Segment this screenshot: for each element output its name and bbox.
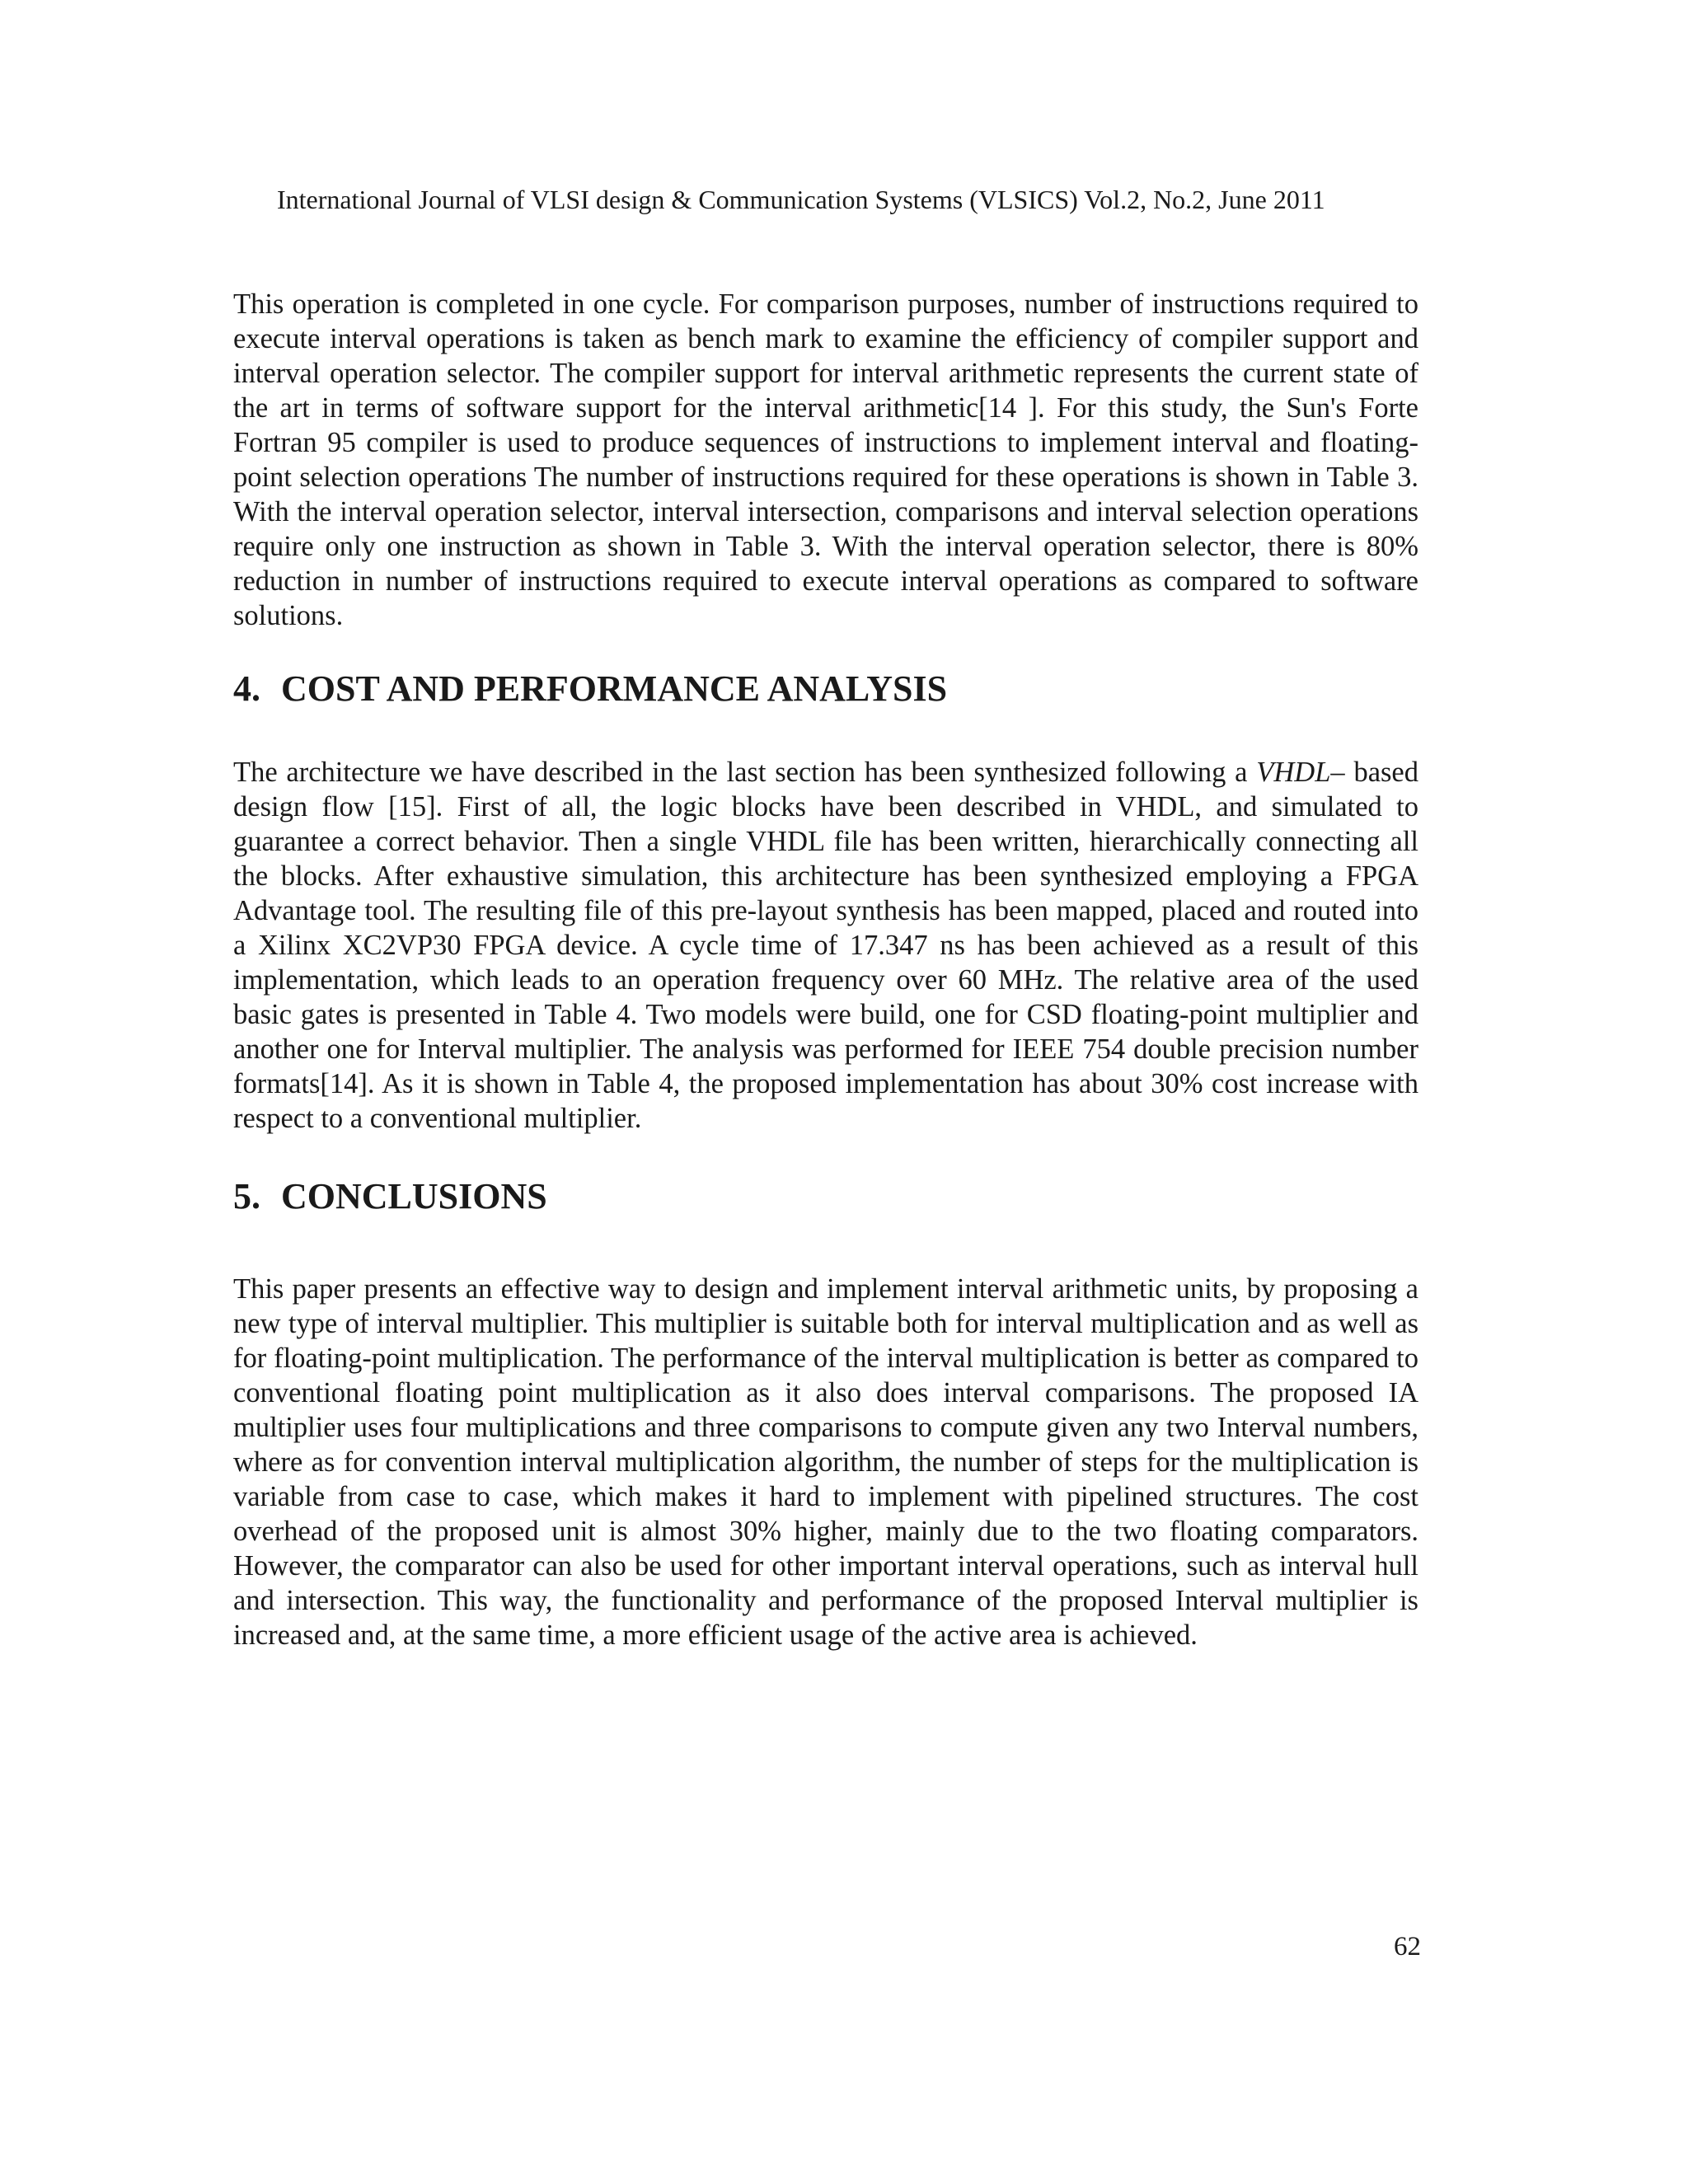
section-5-heading xyxy=(233,1175,547,1218)
vhdl-term: VHDL xyxy=(1256,757,1331,788)
section-5-number: 5. xyxy=(233,1176,260,1216)
section-4-paragraph xyxy=(233,755,1418,1136)
intro-paragraph: This operation is completed in one cycle. For comparison purposes, number of instructions required to execute interval operations is taken as bench mark to examine the efficiency of compiler support and interval operation selector. The compiler support for interval arithmetic represents the current state of the art in terms of software support for the interval arithmetic[14 ]. For this study, the Sun's Forte Fortran 95 compiler is used to produce sequences of instructions to implement interval and floating-point selection operations The number of instructions required for these operations is shown in Table 3. With the interval operation selector, interval intersection, comparisons and interval selection operations require only one instruction as shown in Table 3. With the interval operation selector, there is 80% reduction in number of instructions required to execute interval operations as compared to software solutions. xyxy=(233,288,1418,631)
section-4-heading xyxy=(233,668,947,710)
section-5-title: CONCLUSIONS xyxy=(281,1176,547,1216)
conclusions-paragraph: This paper presents an effective way to design and implement interval arithmetic units, by proposing a new type of interval multiplier. This multiplier is suitable both for interval multiplication and as well as for floating-point multiplication. The performance of the interval multiplication is better as compared to conventional floating point multiplication as it also does interval comparisons. The proposed IA multiplier uses four multiplications and three comparisons to compute given any two Interval numbers, where as for convention interval multiplication algorithm, the number of steps for the multiplication is variable from case to case, which makes it hard to implement with pipelined structures. The cost overhead of the proposed unit is almost 30% higher, mainly due to the two floating comparators. However, the comparator can also be used for other important interval operations, such as interval hull and intersection. This way, the functionality and performance of the proposed Interval multiplier is increased and, at the same time, a more efficient usage of the active area is achieved. xyxy=(233,1273,1418,1651)
section-4-number: 4. xyxy=(233,668,260,709)
running-header: International Journal of VLSI design & Communication Systems (VLSICS) Vol.2, No.2, June 2011 xyxy=(277,185,1325,214)
section-4-text-rest: – based design flow [15]. First of all, the logic blocks have been described in VHDL, and simulated to guarantee a correct behavior. Then a single VHDL file has been written, hierarchically connecting all the blocks. After exhaustive simulation, this architecture has been synthesized employing a FPGA Advantage tool. The resulting file of this pre-layout synthesis has been mapped, placed and routed into a Xilinx XC2VP30 FPGA device. A cycle time of 17.347 ns has been achieved as a result of this implementation, which leads to an operation frequency over 60 MHz. The relative area of the used basic gates is presented in Table 4. Two models were build, one for CSD floating-point multiplier and another one for Interval multiplier. The analysis was performed for IEEE 754 double precision number formats[14]. As it is shown in Table 4, the proposed implementation has about 30% cost increase with respect to a conventional multiplier. xyxy=(233,757,1418,1134)
section-4-title: COST AND PERFORMANCE ANALYSIS xyxy=(281,668,948,709)
section-4-text-start: The architecture we have described in the last section has been synthesized following a xyxy=(233,757,1257,788)
page-number: 62 xyxy=(1394,1932,1421,1961)
